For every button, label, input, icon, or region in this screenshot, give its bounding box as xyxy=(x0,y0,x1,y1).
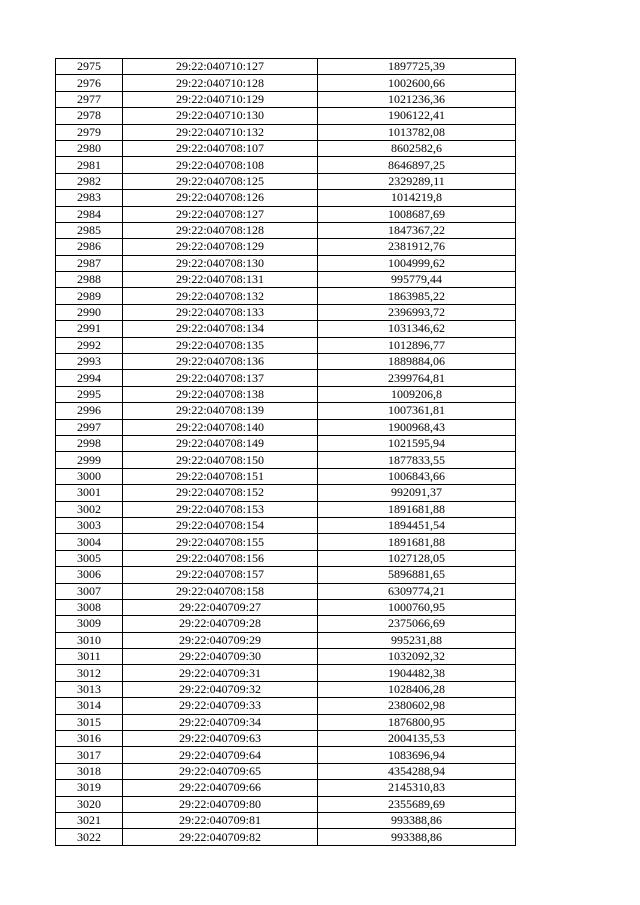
cadastral-number-cell: 29:22:040709:32 xyxy=(123,681,318,697)
cadastral-number-cell: 29:22:040708:135 xyxy=(123,337,318,353)
table-row xyxy=(56,403,516,419)
table-row xyxy=(56,288,516,304)
row-number-cell: 2995 xyxy=(56,386,123,402)
cadastral-number-cell: 29:22:040708:129 xyxy=(123,239,318,255)
cadastral-value-cell: 1021236,36 xyxy=(318,91,516,107)
cadastral-value-cell: 1012896,77 xyxy=(318,337,516,353)
table-row xyxy=(56,435,516,451)
row-number-cell: 3012 xyxy=(56,665,123,681)
table-row xyxy=(56,714,516,730)
cadastral-number-cell: 29:22:040709:82 xyxy=(123,829,318,845)
cadastral-value-cell: 993388,86 xyxy=(318,812,516,828)
row-number-cell: 2996 xyxy=(56,403,123,419)
cadastral-number-cell: 29:22:040709:27 xyxy=(123,599,318,615)
table-row xyxy=(56,616,516,632)
table-row xyxy=(56,501,516,517)
row-number-cell: 2979 xyxy=(56,124,123,140)
cadastral-value-cell: 1014219,8 xyxy=(318,190,516,206)
row-number-cell: 2993 xyxy=(56,354,123,370)
cadastral-value-cell: 1863985,22 xyxy=(318,288,516,304)
row-number-cell: 3019 xyxy=(56,780,123,796)
cadastral-value-cell: 993388,86 xyxy=(318,829,516,845)
cadastral-value-cell: 2329289,11 xyxy=(318,173,516,189)
cadastral-value-cell: 992091,37 xyxy=(318,485,516,501)
cadastral-number-cell: 29:22:040708:131 xyxy=(123,272,318,288)
row-number-cell: 3014 xyxy=(56,698,123,714)
table-row xyxy=(56,190,516,206)
cadastral-value-cell: 1000760,95 xyxy=(318,599,516,615)
table-row xyxy=(56,239,516,255)
row-number-cell: 3005 xyxy=(56,550,123,566)
row-number-cell: 3004 xyxy=(56,534,123,550)
cadastral-value-cell: 1013782,08 xyxy=(318,124,516,140)
cadastral-number-cell: 29:22:040708:127 xyxy=(123,206,318,222)
cadastral-number-cell: 29:22:040708:126 xyxy=(123,190,318,206)
cadastral-number-cell: 29:22:040708:130 xyxy=(123,255,318,271)
table-row xyxy=(56,222,516,238)
cadastral-value-cell: 6309774,21 xyxy=(318,583,516,599)
cadastral-number-cell: 29:22:040708:132 xyxy=(123,288,318,304)
row-number-cell: 3017 xyxy=(56,747,123,763)
cadastral-number-cell: 29:22:040708:154 xyxy=(123,517,318,533)
row-number-cell: 2981 xyxy=(56,157,123,173)
cadastral-number-cell: 29:22:040708:137 xyxy=(123,370,318,386)
cadastral-value-cell: 8602582,6 xyxy=(318,140,516,156)
table-row xyxy=(56,140,516,156)
cadastral-value-cell: 1847367,22 xyxy=(318,222,516,238)
cadastral-value-cell: 1897725,39 xyxy=(318,59,516,75)
cadastral-value-cell: 2004135,53 xyxy=(318,731,516,747)
row-number-cell: 3022 xyxy=(56,829,123,845)
cadastral-value-cell: 2375066,69 xyxy=(318,616,516,632)
table-row xyxy=(56,567,516,583)
cadastral-number-cell: 29:22:040708:149 xyxy=(123,435,318,451)
cadastral-number-cell: 29:22:040710:128 xyxy=(123,75,318,91)
table-row xyxy=(56,796,516,812)
cadastral-value-cell: 995779,44 xyxy=(318,272,516,288)
cadastral-value-cell: 1876800,95 xyxy=(318,714,516,730)
table-row xyxy=(56,599,516,615)
table-body xyxy=(56,59,516,846)
row-number-cell: 2990 xyxy=(56,304,123,320)
row-number-cell: 3008 xyxy=(56,599,123,615)
cadastral-number-cell: 29:22:040709:80 xyxy=(123,796,318,812)
cadastral-value-cell: 2380602,98 xyxy=(318,698,516,714)
table-row xyxy=(56,747,516,763)
row-number-cell: 3003 xyxy=(56,517,123,533)
cadastral-value-cell: 1877833,55 xyxy=(318,452,516,468)
cadastral-value-cell: 8646897,25 xyxy=(318,157,516,173)
cadastral-value-cell: 1009206,8 xyxy=(318,386,516,402)
table-row xyxy=(56,452,516,468)
table-row xyxy=(56,59,516,75)
table-row xyxy=(56,468,516,484)
row-number-cell: 3010 xyxy=(56,632,123,648)
cadastral-value-cell: 1021595,94 xyxy=(318,435,516,451)
cadastral-number-cell: 29:22:040708:107 xyxy=(123,140,318,156)
cadastral-number-cell: 29:22:040708:125 xyxy=(123,173,318,189)
table-row xyxy=(56,419,516,435)
table-row xyxy=(56,75,516,91)
row-number-cell: 3011 xyxy=(56,649,123,665)
table-row xyxy=(56,206,516,222)
cadastral-value-cell: 2145310,83 xyxy=(318,780,516,796)
cadastral-number-cell: 29:22:040709:33 xyxy=(123,698,318,714)
row-number-cell: 2988 xyxy=(56,272,123,288)
cadastral-number-cell: 29:22:040708:157 xyxy=(123,567,318,583)
cadastral-number-cell: 29:22:040708:152 xyxy=(123,485,318,501)
cadastral-value-table xyxy=(55,58,516,846)
table-row xyxy=(56,321,516,337)
cadastral-number-cell: 29:22:040708:153 xyxy=(123,501,318,517)
row-number-cell: 2976 xyxy=(56,75,123,91)
row-number-cell: 2999 xyxy=(56,452,123,468)
cadastral-number-cell: 29:22:040709:34 xyxy=(123,714,318,730)
table-row xyxy=(56,632,516,648)
row-number-cell: 2985 xyxy=(56,222,123,238)
cadastral-number-cell: 29:22:040708:139 xyxy=(123,403,318,419)
cadastral-value-cell: 1083696,94 xyxy=(318,747,516,763)
cadastral-number-cell: 29:22:040708:138 xyxy=(123,386,318,402)
cadastral-number-cell: 29:22:040709:29 xyxy=(123,632,318,648)
row-number-cell: 2992 xyxy=(56,337,123,353)
cadastral-value-cell: 1904482,38 xyxy=(318,665,516,681)
row-number-cell: 2977 xyxy=(56,91,123,107)
cadastral-number-cell: 29:22:040709:31 xyxy=(123,665,318,681)
cadastral-value-cell: 2355689,69 xyxy=(318,796,516,812)
cadastral-value-cell: 1894451,54 xyxy=(318,517,516,533)
row-number-cell: 2989 xyxy=(56,288,123,304)
cadastral-value-cell: 4354288,94 xyxy=(318,763,516,779)
cadastral-number-cell: 29:22:040710:129 xyxy=(123,91,318,107)
cadastral-number-cell: 29:22:040709:66 xyxy=(123,780,318,796)
cadastral-number-cell: 29:22:040709:81 xyxy=(123,812,318,828)
table-row xyxy=(56,698,516,714)
row-number-cell: 2983 xyxy=(56,190,123,206)
table-row xyxy=(56,370,516,386)
table-row xyxy=(56,583,516,599)
table-row xyxy=(56,485,516,501)
row-number-cell: 2998 xyxy=(56,435,123,451)
table-row xyxy=(56,337,516,353)
row-number-cell: 2994 xyxy=(56,370,123,386)
table-row xyxy=(56,763,516,779)
row-number-cell: 2978 xyxy=(56,108,123,124)
row-number-cell: 3015 xyxy=(56,714,123,730)
row-number-cell: 3020 xyxy=(56,796,123,812)
cadastral-value-cell: 1006843,66 xyxy=(318,468,516,484)
cadastral-value-cell: 2396993,72 xyxy=(318,304,516,320)
cadastral-number-cell: 29:22:040708:134 xyxy=(123,321,318,337)
table-row xyxy=(56,108,516,124)
table-row xyxy=(56,812,516,828)
table-row xyxy=(56,124,516,140)
cadastral-value-cell: 1032092,32 xyxy=(318,649,516,665)
cadastral-number-cell: 29:22:040708:136 xyxy=(123,354,318,370)
row-number-cell: 2986 xyxy=(56,239,123,255)
cadastral-value-cell: 2381912,76 xyxy=(318,239,516,255)
table-row xyxy=(56,649,516,665)
cadastral-value-cell: 5896881,65 xyxy=(318,567,516,583)
row-number-cell: 3013 xyxy=(56,681,123,697)
cadastral-number-cell: 29:22:040710:127 xyxy=(123,59,318,75)
cadastral-number-cell: 29:22:040708:158 xyxy=(123,583,318,599)
cadastral-value-cell: 1891681,88 xyxy=(318,501,516,517)
cadastral-value-cell: 995231,88 xyxy=(318,632,516,648)
cadastral-value-cell: 1007361,81 xyxy=(318,403,516,419)
row-number-cell: 2997 xyxy=(56,419,123,435)
row-number-cell: 3006 xyxy=(56,567,123,583)
row-number-cell: 3018 xyxy=(56,763,123,779)
table-row xyxy=(56,731,516,747)
row-number-cell: 2975 xyxy=(56,59,123,75)
cadastral-value-cell: 1027128,05 xyxy=(318,550,516,566)
table-row xyxy=(56,354,516,370)
cadastral-value-cell: 2399764,81 xyxy=(318,370,516,386)
row-number-cell: 3016 xyxy=(56,731,123,747)
cadastral-number-cell: 29:22:040710:132 xyxy=(123,124,318,140)
table-row xyxy=(56,829,516,845)
table-row xyxy=(56,665,516,681)
cadastral-number-cell: 29:22:040710:130 xyxy=(123,108,318,124)
cadastral-value-cell: 1891681,88 xyxy=(318,534,516,550)
table-row xyxy=(56,91,516,107)
row-number-cell: 3002 xyxy=(56,501,123,517)
cadastral-value-cell: 1028406,28 xyxy=(318,681,516,697)
table-row xyxy=(56,550,516,566)
cadastral-number-cell: 29:22:040708:133 xyxy=(123,304,318,320)
table-row xyxy=(56,780,516,796)
cadastral-value-cell: 1031346,62 xyxy=(318,321,516,337)
cadastral-number-cell: 29:22:040708:128 xyxy=(123,222,318,238)
row-number-cell: 2987 xyxy=(56,255,123,271)
cadastral-value-cell: 1900968,43 xyxy=(318,419,516,435)
cadastral-number-cell: 29:22:040708:156 xyxy=(123,550,318,566)
table-row xyxy=(56,157,516,173)
row-number-cell: 3021 xyxy=(56,812,123,828)
table-row xyxy=(56,386,516,402)
table-row xyxy=(56,255,516,271)
row-number-cell: 2982 xyxy=(56,173,123,189)
table-row xyxy=(56,173,516,189)
cadastral-number-cell: 29:22:040708:151 xyxy=(123,468,318,484)
document-page xyxy=(55,58,515,846)
cadastral-number-cell: 29:22:040709:63 xyxy=(123,731,318,747)
cadastral-number-cell: 29:22:040709:28 xyxy=(123,616,318,632)
table-row xyxy=(56,681,516,697)
row-number-cell: 2991 xyxy=(56,321,123,337)
row-number-cell: 2984 xyxy=(56,206,123,222)
cadastral-number-cell: 29:22:040708:140 xyxy=(123,419,318,435)
cadastral-number-cell: 29:22:040708:155 xyxy=(123,534,318,550)
cadastral-number-cell: 29:22:040709:30 xyxy=(123,649,318,665)
table-row xyxy=(56,304,516,320)
cadastral-number-cell: 29:22:040708:108 xyxy=(123,157,318,173)
table-row xyxy=(56,517,516,533)
table-row xyxy=(56,272,516,288)
cadastral-number-cell: 29:22:040708:150 xyxy=(123,452,318,468)
cadastral-value-cell: 1004999,62 xyxy=(318,255,516,271)
row-number-cell: 2980 xyxy=(56,140,123,156)
row-number-cell: 3009 xyxy=(56,616,123,632)
cadastral-value-cell: 1002600,66 xyxy=(318,75,516,91)
cadastral-value-cell: 1906122,41 xyxy=(318,108,516,124)
row-number-cell: 3001 xyxy=(56,485,123,501)
row-number-cell: 3000 xyxy=(56,468,123,484)
cadastral-number-cell: 29:22:040709:65 xyxy=(123,763,318,779)
table-row xyxy=(56,534,516,550)
row-number-cell: 3007 xyxy=(56,583,123,599)
cadastral-number-cell: 29:22:040709:64 xyxy=(123,747,318,763)
cadastral-value-cell: 1889884,06 xyxy=(318,354,516,370)
cadastral-value-cell: 1008687,69 xyxy=(318,206,516,222)
